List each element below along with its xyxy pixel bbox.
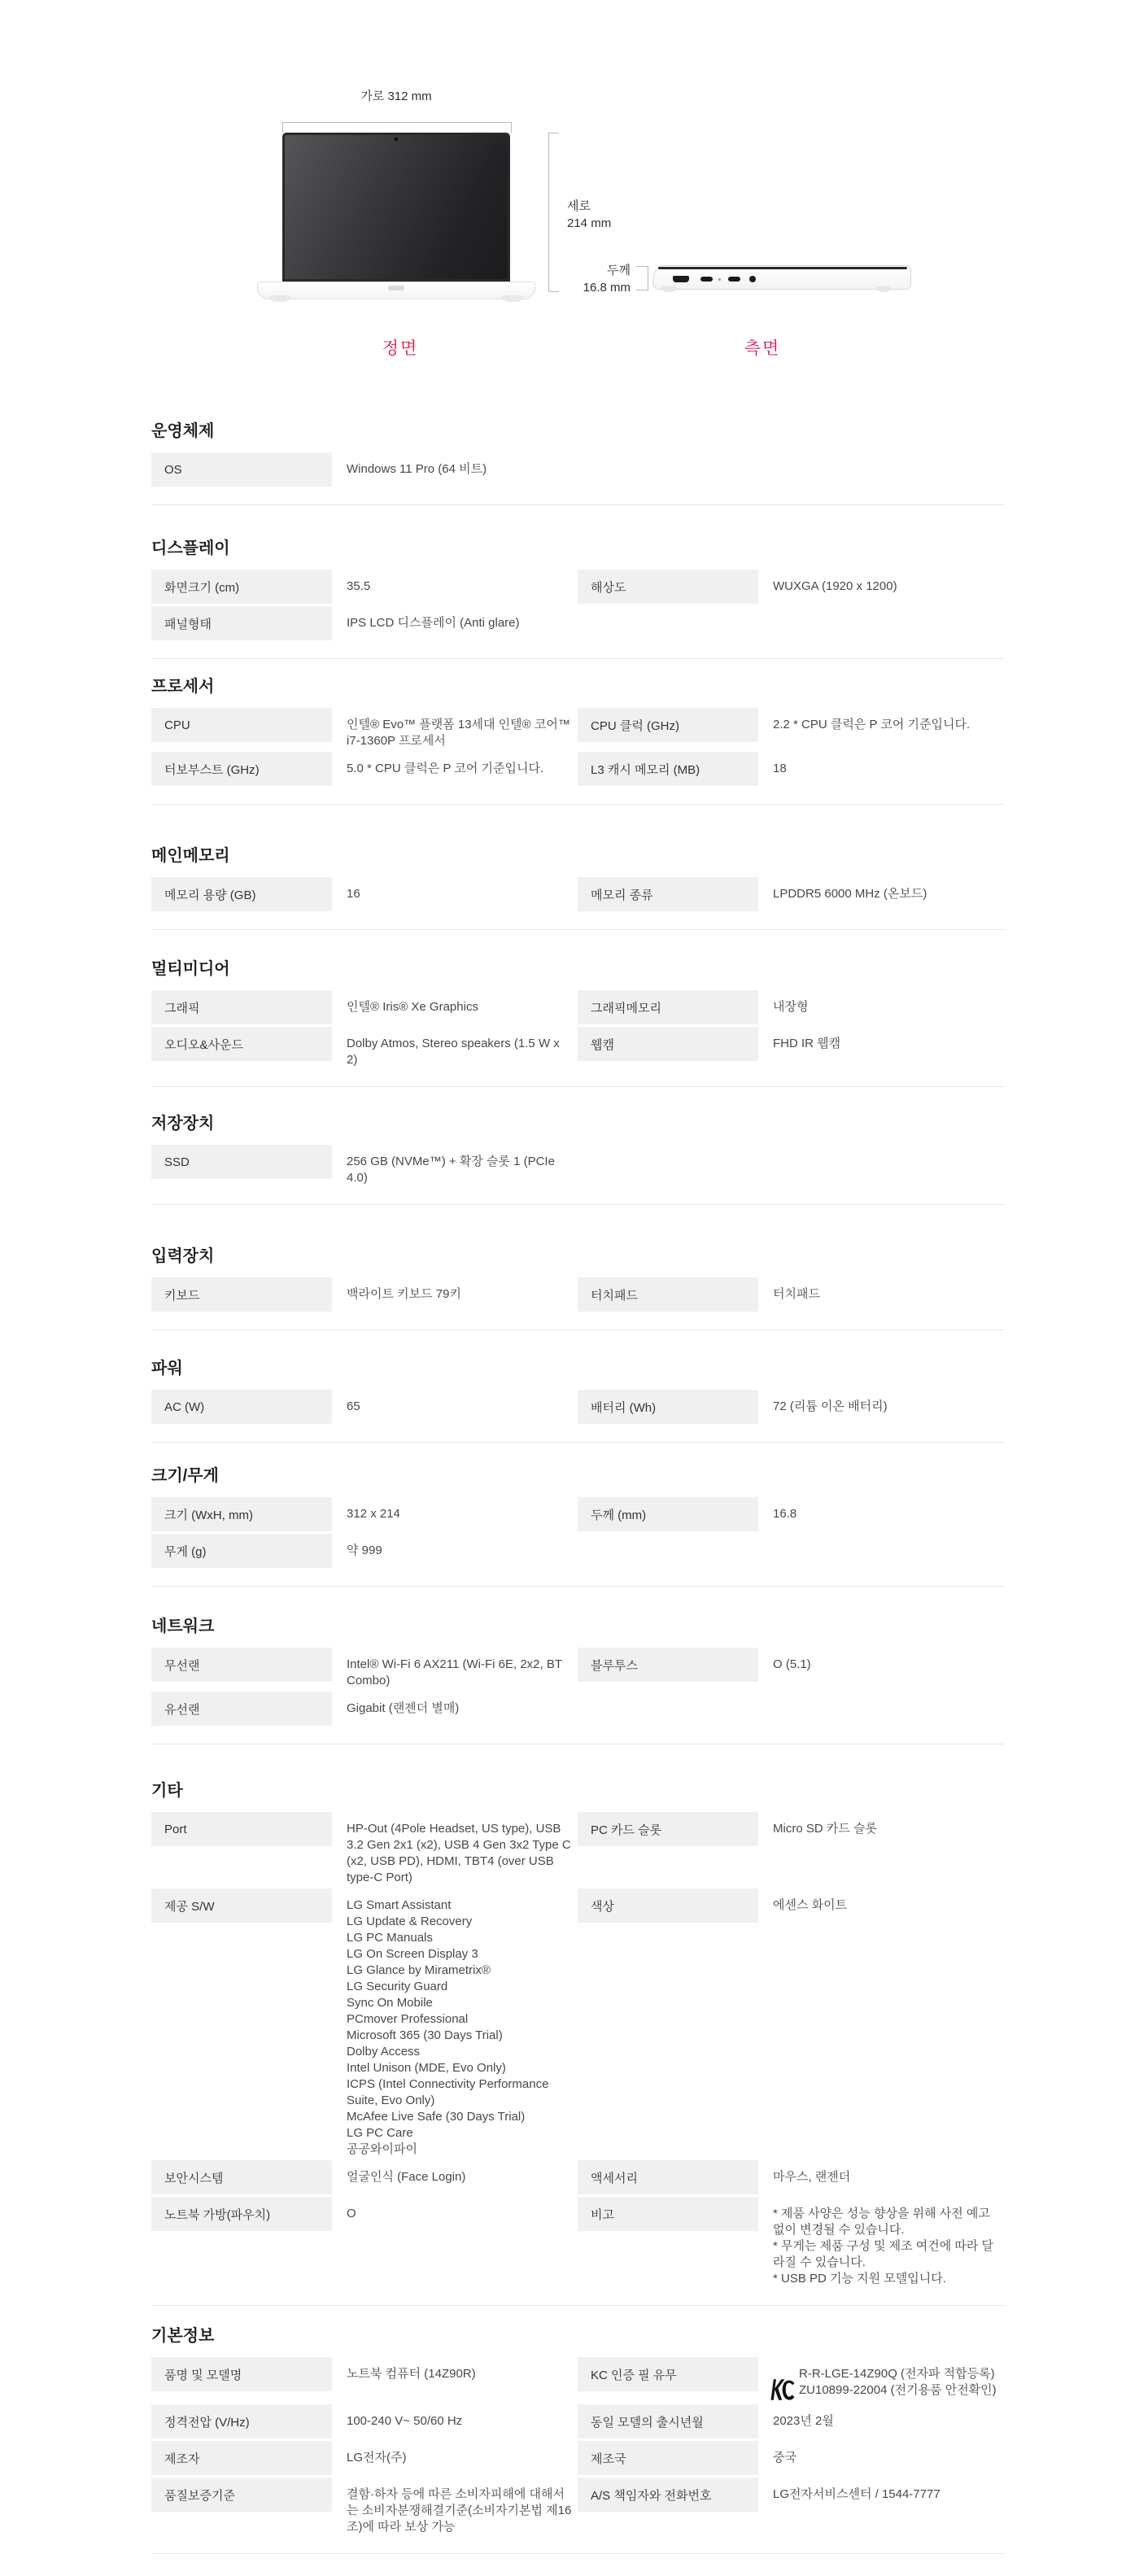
spec-label: 터보부스트 (GHz) bbox=[151, 752, 332, 786]
spec-value bbox=[332, 1888, 578, 2158]
spec-line bbox=[151, 1888, 1005, 2158]
spec-value: 2023년 2월 bbox=[773, 2414, 834, 2428]
spec-row bbox=[578, 1648, 1005, 1682]
spec-label: KC 인증 필 유무 bbox=[578, 2357, 758, 2391]
spec-value bbox=[758, 2357, 1005, 2402]
spec-line bbox=[151, 1534, 1005, 1568]
spec-label: Port bbox=[151, 1812, 332, 1846]
spec-value-line: LG Glance by Mirametrix® bbox=[347, 1963, 491, 1977]
spec-row bbox=[151, 2357, 578, 2391]
section-title: 운영체제 bbox=[151, 422, 215, 440]
kc-certification-text: R-R-LGE-14Z90Q (전자파 적합등록) ZU10899-22004 (전기용품 안전확인) bbox=[799, 2367, 997, 2397]
width-dimension-label: 가로 312 mm bbox=[360, 90, 432, 103]
section-divider bbox=[151, 1442, 1005, 1443]
spec-label: 품명 및 모델명 bbox=[151, 2357, 332, 2391]
spec-value-line: Microsoft 365 (30 Days Trial) bbox=[347, 2028, 503, 2042]
spec-label: 무선랜 bbox=[151, 1648, 332, 1682]
spec-value: 100-240 V~ 50/60 Hz bbox=[347, 2414, 463, 2428]
spec-value-line: McAfee Live Safe (30 Days Trial) bbox=[347, 2110, 526, 2124]
spec-section bbox=[151, 1245, 1005, 1330]
thickness-dimension-label: 두께 16.8 mm bbox=[583, 264, 631, 295]
spec-line bbox=[151, 1692, 1005, 1726]
section-divider bbox=[151, 2305, 1005, 2306]
spec-row bbox=[151, 1390, 578, 1424]
spec-value: 65 bbox=[347, 1399, 360, 1413]
section-title: 파워 bbox=[151, 1360, 183, 1378]
height-dimension-label: 세로 214 mm bbox=[567, 199, 612, 230]
spec-row bbox=[578, 1497, 1005, 1531]
spec-value-line: LG Update & Recovery bbox=[347, 1915, 473, 1928]
laptop-dimension-diagram bbox=[0, 0, 1139, 391]
spec-value-line: LG PC Manuals bbox=[347, 1931, 433, 1945]
spec-row bbox=[151, 1497, 578, 1531]
spec-section bbox=[151, 1615, 1005, 1744]
spec-value: Micro SD 카드 슬롯 bbox=[773, 1822, 877, 1836]
front-view-caption: 정면 bbox=[382, 339, 419, 358]
section-divider bbox=[151, 1586, 1005, 1587]
side-view-caption: 측면 bbox=[744, 339, 781, 358]
spec-label: 키보드 bbox=[151, 1277, 332, 1312]
hdmi-port-icon bbox=[673, 276, 689, 282]
kc-certification-mark-icon bbox=[770, 2377, 796, 2402]
width-dimension-line bbox=[282, 122, 512, 133]
usbc-port-icon bbox=[700, 277, 713, 282]
section-title: 프로세서 bbox=[151, 678, 215, 696]
spec-label: 비고 bbox=[578, 2197, 758, 2231]
spec-row bbox=[151, 1812, 578, 1886]
spec-section bbox=[151, 420, 1005, 505]
spec-line bbox=[151, 2478, 1005, 2535]
spec-label: 색상 bbox=[578, 1888, 758, 1923]
spec-row bbox=[578, 1812, 1005, 1846]
spec-line bbox=[151, 1390, 1005, 1424]
spec-label: 해상도 bbox=[578, 570, 758, 604]
spec-label: 동일 모델의 출시년월 bbox=[578, 2404, 758, 2438]
spec-row bbox=[151, 1534, 578, 1568]
spec-value: Gigabit (랜젠더 별매) bbox=[347, 1701, 460, 1715]
spec-value: LG전자서비스센터 / 1544-7777 bbox=[773, 2487, 940, 2501]
spec-line bbox=[151, 1277, 1005, 1312]
spec-value-line: 공공와이파이 bbox=[347, 2142, 417, 2156]
spec-label: 보안시스템 bbox=[151, 2160, 332, 2194]
section-title: 입력장치 bbox=[151, 1247, 215, 1265]
spec-line bbox=[151, 1812, 1005, 1886]
spec-row bbox=[578, 2160, 1005, 2194]
spec-section bbox=[151, 1465, 1005, 1587]
spec-value-line: Dolby Access bbox=[347, 2045, 421, 2059]
spec-line bbox=[151, 570, 1005, 604]
spec-value: 내장형 bbox=[773, 1000, 809, 1014]
spec-row bbox=[578, 1277, 1005, 1312]
spec-label: 그래픽 bbox=[151, 990, 332, 1024]
spec-section bbox=[151, 675, 1005, 805]
spec-row bbox=[578, 877, 1005, 911]
spec-section bbox=[151, 537, 1005, 659]
spec-value: 에센스 화이트 bbox=[773, 1898, 848, 1912]
spec-value: 16 bbox=[347, 887, 360, 901]
spec-row bbox=[151, 1888, 578, 2158]
spec-row bbox=[578, 2197, 1005, 2287]
spec-row bbox=[578, 570, 1005, 604]
spec-value bbox=[758, 2197, 1005, 2287]
spec-label: 액세서리 bbox=[578, 2160, 758, 2194]
spec-line bbox=[151, 2441, 1005, 2475]
spec-value-line: LG PC Care bbox=[347, 2126, 413, 2140]
spec-label: 유선랜 bbox=[151, 1692, 332, 1726]
section-divider bbox=[151, 929, 1005, 930]
spec-line bbox=[151, 708, 1005, 749]
spec-label: 웹캠 bbox=[578, 1027, 758, 1061]
section-divider bbox=[151, 1086, 1005, 1087]
spec-line bbox=[151, 990, 1005, 1024]
spec-section bbox=[151, 845, 1005, 930]
spec-row bbox=[578, 2441, 1005, 2475]
section-title: 크기/무게 bbox=[151, 1467, 219, 1485]
spec-row bbox=[151, 2478, 578, 2535]
spec-row bbox=[151, 2441, 578, 2475]
spec-value: HP-Out (4Pole Headset, US type), USB 3.2 Gen 2x1 (x2), USB 4 Gen 3x2 Type C (x2, USB PD), HDMI, TBT4 (over USB type-C Port) bbox=[347, 1822, 571, 1884]
spec-value: 인텔® Evo™ 플랫폼 13세대 인텔® 코어™ i7-1360P 프로세서 bbox=[347, 718, 570, 748]
spec-row bbox=[578, 2478, 1005, 2512]
section-divider bbox=[151, 2553, 1005, 2554]
spec-row bbox=[151, 1692, 578, 1726]
spec-row bbox=[151, 2160, 578, 2194]
spec-value-line: ICPS (Intel Connectivity Performance Suite, Evo Only) bbox=[347, 2077, 549, 2107]
spec-value: 터치패드 bbox=[773, 1287, 820, 1301]
spec-value: 중국 bbox=[773, 2451, 796, 2465]
section-title: 멀티미디어 bbox=[151, 960, 230, 978]
spec-value: Dolby Atmos, Stereo speakers (1.5 W x 2) bbox=[347, 1037, 560, 1067]
spec-value: O (5.1) bbox=[773, 1657, 811, 1671]
spec-value: LG전자(주) bbox=[347, 2451, 407, 2465]
spec-row bbox=[151, 990, 578, 1024]
led-dot-icon bbox=[718, 278, 721, 281]
webcam-dot-icon bbox=[395, 138, 398, 141]
spec-row bbox=[578, 1027, 1005, 1061]
spec-line bbox=[151, 2357, 1005, 2402]
spec-label: A/S 책임자와 전화번호 bbox=[578, 2478, 758, 2512]
spec-label: 터치패드 bbox=[578, 1277, 758, 1312]
spec-label: 제조자 bbox=[151, 2441, 332, 2475]
spec-row bbox=[151, 708, 578, 749]
spec-label: 메모리 용량 (GB) bbox=[151, 877, 332, 911]
thickness-dimension-line bbox=[636, 266, 648, 290]
spec-row bbox=[151, 1648, 578, 1689]
spec-value-line: * 제품 사양은 성능 향상을 위해 사전 예고 없이 변경될 수 있습니다. bbox=[773, 2207, 990, 2237]
spec-label: 배터리 (Wh) bbox=[578, 1390, 758, 1424]
spec-row bbox=[578, 752, 1005, 786]
spec-label: PC 카드 슬롯 bbox=[578, 1812, 758, 1846]
section-divider bbox=[151, 504, 1005, 505]
spec-label: 그래픽메모리 bbox=[578, 990, 758, 1024]
section-title: 기본정보 bbox=[151, 2327, 215, 2345]
spec-row bbox=[151, 2197, 578, 2231]
spec-value: IPS LCD 디스플레이 (Anti glare) bbox=[347, 616, 520, 630]
spec-label: L3 캐시 메모리 (MB) bbox=[578, 752, 758, 786]
spec-row bbox=[151, 1027, 578, 1068]
spec-value-line: LG Security Guard bbox=[347, 1980, 448, 1993]
spec-label: 오디오&사운드 bbox=[151, 1027, 332, 1061]
usbc-port-icon bbox=[728, 277, 740, 282]
section-divider bbox=[151, 1204, 1005, 1205]
spec-value: 2.2 * CPU 클럭은 P 코어 기준입니다. bbox=[773, 718, 971, 731]
spec-label: 패널형태 bbox=[151, 606, 332, 640]
spec-label: 노트북 가방(파우치) bbox=[151, 2197, 332, 2231]
section-divider bbox=[151, 1329, 1005, 1330]
spec-label: CPU 클럭 (GHz) bbox=[578, 708, 758, 742]
spec-value: 마우스, 랜젠더 bbox=[773, 2170, 851, 2184]
spec-label: OS bbox=[151, 452, 332, 487]
height-dimension-line bbox=[548, 133, 559, 292]
spec-label: 화면크기 (cm) bbox=[151, 570, 332, 604]
spec-value-line: Sync On Mobile bbox=[347, 1996, 433, 2010]
spec-value: 256 GB (NVMe™) + 확장 슬롯 1 (PCIe 4.0) bbox=[347, 1155, 555, 1185]
spec-label: 제공 S/W bbox=[151, 1888, 332, 1923]
spec-value-line: PCmover Professional bbox=[347, 2012, 469, 2026]
spec-value-line: LG Smart Assistant bbox=[347, 1898, 452, 1912]
spec-section bbox=[151, 1357, 1005, 1443]
spec-row bbox=[578, 2404, 1005, 2438]
spec-label: 크기 (WxH, mm) bbox=[151, 1497, 332, 1531]
spec-value: 노트북 컴퓨터 (14Z90R) bbox=[347, 2367, 476, 2381]
spec-row bbox=[151, 1277, 578, 1312]
spec-section bbox=[151, 2325, 1005, 2554]
spec-value: WUXGA (1920 x 1200) bbox=[773, 579, 897, 593]
laptop-side-view bbox=[652, 265, 911, 290]
spec-value: 결함·하자 등에 따른 소비자피해에 대해서는 소비자분쟁해결기준(소비자기본법 제16조)에 따라 보상 가능 bbox=[347, 2487, 572, 2534]
spec-line bbox=[151, 1145, 1005, 1186]
laptop-front-view bbox=[282, 133, 510, 282]
spec-value: Intel® Wi-Fi 6 AX211 (Wi-Fi 6E, 2x2, BT Combo) bbox=[347, 1657, 562, 1687]
spec-line bbox=[151, 606, 1005, 640]
lg-logo-icon bbox=[388, 286, 404, 290]
section-divider bbox=[151, 804, 1005, 805]
spec-value: 약 999 bbox=[347, 1543, 382, 1557]
spec-value-line: * USB PD 기능 지원 모델입니다. bbox=[773, 2272, 946, 2286]
spec-line bbox=[151, 1497, 1005, 1531]
spec-value-line: * 무게는 제품 구성 및 제조 여건에 따라 달라질 수 있습니다. bbox=[773, 2239, 994, 2269]
spec-value: FHD IR 웹캠 bbox=[773, 1037, 841, 1050]
spec-value: 16.8 bbox=[773, 1507, 797, 1521]
spec-section bbox=[151, 1779, 1005, 2306]
spec-section bbox=[151, 958, 1005, 1087]
spec-label: 메모리 종류 bbox=[578, 877, 758, 911]
section-title: 네트워크 bbox=[151, 1618, 215, 1635]
spec-label: 무게 (g) bbox=[151, 1534, 332, 1568]
section-title: 기타 bbox=[151, 1782, 183, 1800]
spec-row bbox=[578, 1390, 1005, 1424]
spec-row bbox=[151, 877, 578, 911]
spec-section bbox=[151, 1112, 1005, 1205]
spec-label: AC (W) bbox=[151, 1390, 332, 1424]
spec-value-line: LG On Screen Display 3 bbox=[347, 1947, 478, 1961]
spec-value: 얼굴인식 (Face Login) bbox=[347, 2170, 466, 2184]
spec-row bbox=[151, 752, 578, 786]
spec-line bbox=[151, 752, 1005, 786]
spec-row bbox=[151, 1145, 578, 1186]
spec-value: 312 x 214 bbox=[347, 1507, 400, 1521]
spec-line bbox=[151, 452, 1005, 487]
spec-value: 18 bbox=[773, 762, 787, 775]
spec-row bbox=[578, 2357, 1005, 2402]
spec-line bbox=[151, 2160, 1005, 2194]
spec-value-line: Intel Unison (MDE, Evo Only) bbox=[347, 2061, 506, 2075]
spec-row bbox=[578, 1888, 1005, 1923]
spec-line bbox=[151, 1648, 1005, 1689]
spec-row bbox=[151, 2404, 578, 2438]
spec-value: 72 (리튬 이온 배터리) bbox=[773, 1399, 888, 1413]
spec-line bbox=[151, 877, 1005, 911]
spec-line bbox=[151, 2197, 1005, 2287]
section-title: 저장장치 bbox=[151, 1115, 215, 1133]
spec-value: LPDDR5 6000 MHz (온보드) bbox=[773, 887, 927, 901]
spec-label: 두께 (mm) bbox=[578, 1497, 758, 1531]
section-divider bbox=[151, 658, 1005, 659]
spec-row bbox=[578, 708, 1005, 742]
spec-line bbox=[151, 2404, 1005, 2438]
spec-label: SSD bbox=[151, 1145, 332, 1179]
spec-value: Windows 11 Pro (64 비트) bbox=[347, 462, 487, 476]
laptop-lid-edge bbox=[658, 267, 907, 269]
spec-label: 블루투스 bbox=[578, 1648, 758, 1682]
audio-jack-icon bbox=[749, 276, 756, 282]
spec-row bbox=[151, 606, 578, 640]
section-title: 디스플레이 bbox=[151, 539, 230, 557]
spec-row bbox=[151, 570, 578, 604]
spec-label: 정격전압 (V/Hz) bbox=[151, 2404, 332, 2438]
spec-label: CPU bbox=[151, 708, 332, 742]
spec-value: O bbox=[347, 2207, 356, 2220]
spec-row bbox=[151, 452, 578, 487]
laptop-front-base bbox=[257, 282, 535, 299]
spec-value: 35.5 bbox=[347, 579, 371, 593]
spec-value: 인텔® Iris® Xe Graphics bbox=[347, 1000, 478, 1014]
spec-label: 품질보증기준 bbox=[151, 2478, 332, 2512]
spec-value: 5.0 * CPU 클럭은 P 코어 기준입니다. bbox=[347, 762, 544, 775]
spec-row bbox=[578, 990, 1005, 1024]
spec-label: 제조국 bbox=[578, 2441, 758, 2475]
spec-line bbox=[151, 1027, 1005, 1068]
section-title: 메인메모리 bbox=[151, 847, 230, 865]
spec-value: 백라이트 키보드 79키 bbox=[347, 1287, 461, 1301]
